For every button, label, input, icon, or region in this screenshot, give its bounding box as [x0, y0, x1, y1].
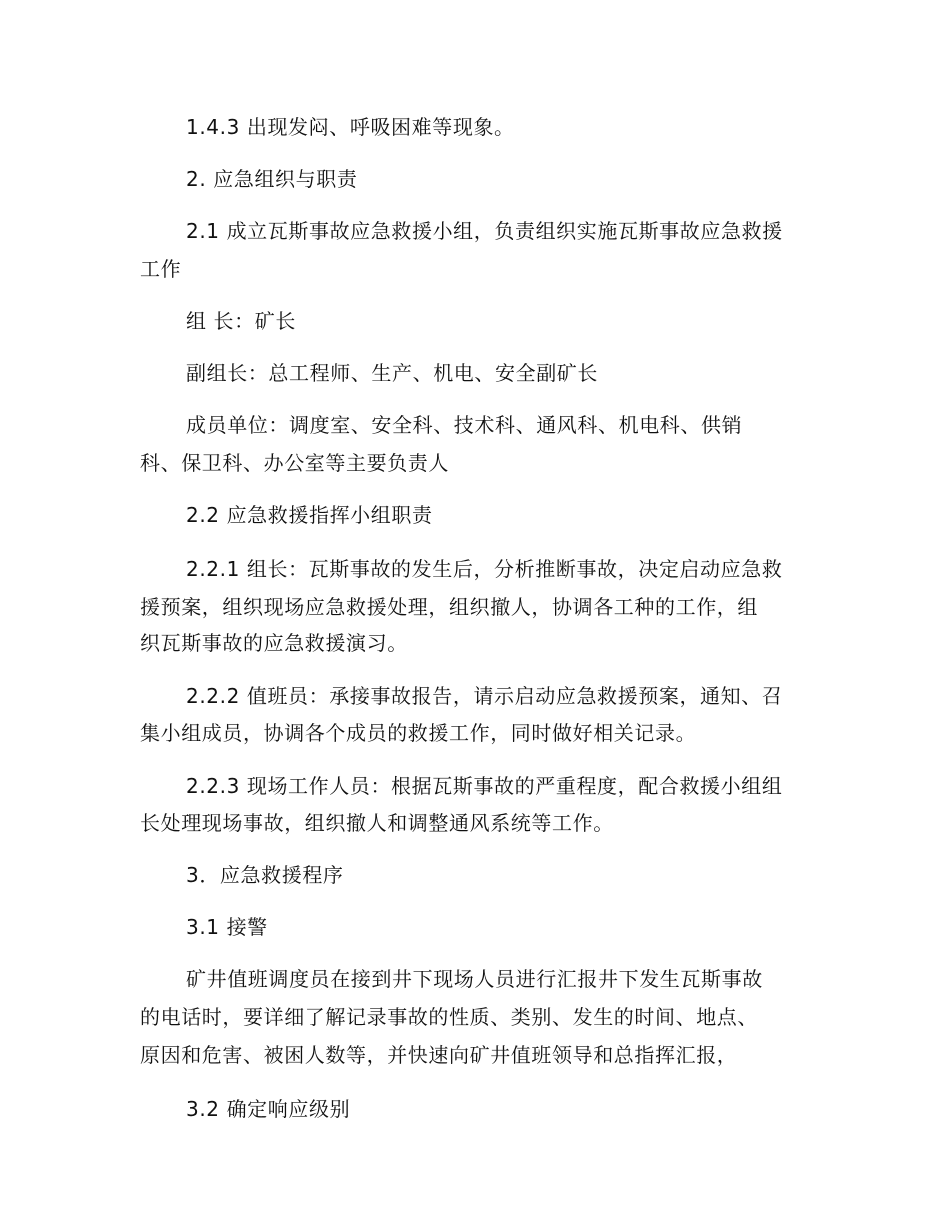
text-line: 科、保卫科、办公室等主要负责人 [140, 451, 449, 475]
text-line: 副组长：总工程师、生产、机电、安全副矿长 [186, 361, 598, 385]
section-heading: 2. 应急组织与职责 [186, 167, 358, 191]
text-line: 工作 [140, 257, 182, 281]
text-line: 织瓦斯事故的应急救援演习。 [140, 631, 408, 655]
text-line: 矿井值班调度员在接到井下现场人员进行汇报井下发生瓦斯事故 [186, 967, 763, 991]
text-line: 1.4.3 出现发闷、呼吸困难等现象。 [186, 115, 515, 139]
section-heading: 2.2 应急救援指挥小组职责 [186, 503, 433, 527]
text-line: 集小组成员，协调各个成员的救援工作，同时做好相关记录。 [140, 721, 697, 745]
text-line: 成员单位：调度室、安全科、技术科、通风科、机电科、供销 [186, 413, 743, 437]
text-line: 2.1 成立瓦斯事故应急救援小组，负责组织实施瓦斯事故应急救援 [186, 219, 783, 243]
text-line: 原因和危害、被困人数等，并快速向矿井值班领导和总指挥汇报， [140, 1043, 738, 1067]
section-heading: 3.2 确定响应级别 [186, 1097, 351, 1121]
section-heading: 3．应急救援程序 [186, 863, 344, 887]
text-line: 2.2.2 值班员：承接事故报告，请示启动应急救援预案，通知、召 [186, 684, 783, 708]
text-line: 援预案，组织现场应急救援处理，组织撤人，协调各工种的工作，组 [140, 595, 758, 619]
text-line: 2.2.1 组长：瓦斯事故的发生后，分析推断事故，决定启动应急救 [186, 557, 783, 581]
text-line: 长处理现场事故，组织撤人和调整通风系统等工作。 [140, 811, 614, 835]
text-line: 的电话时，要详细了解记录事故的性质、类别、发生的时间、地点、 [140, 1005, 758, 1029]
text-line: 组 长：矿长 [186, 309, 296, 333]
section-heading: 3.1 接警 [186, 915, 268, 939]
text-line: 2.2.3 现场工作人员：根据瓦斯事故的严重程度，配合救援小组组 [186, 774, 783, 798]
